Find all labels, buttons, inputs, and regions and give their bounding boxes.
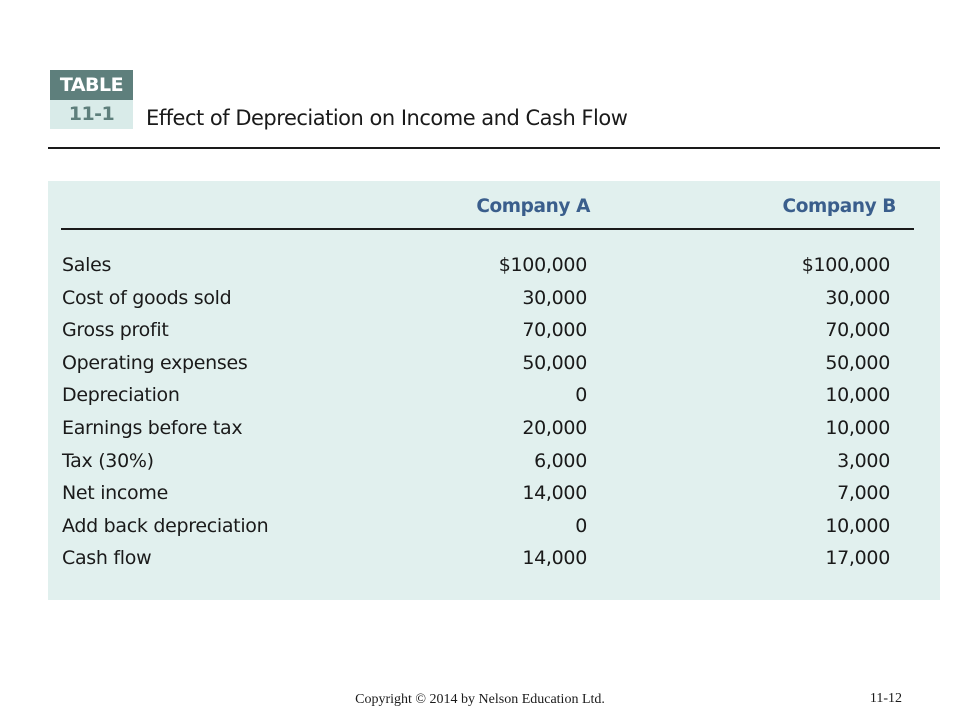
row-label: Gross profit — [62, 319, 169, 342]
company-b-value: 50,000 — [825, 351, 890, 374]
company-b-value: 30,000 — [825, 286, 890, 309]
header-divider — [61, 228, 914, 230]
table-row — [0, 480, 960, 513]
company-b-value: 10,000 — [825, 416, 890, 439]
row-label: Depreciation — [62, 384, 180, 407]
table-row — [0, 513, 960, 546]
table-row — [0, 415, 960, 448]
row-label: Tax (30%) — [62, 449, 154, 472]
company-a-value: 20,000 — [522, 416, 587, 439]
row-label: Earnings before tax — [62, 416, 243, 439]
row-label: Sales — [62, 254, 112, 276]
table-row — [0, 285, 960, 318]
table-badge-number: 11-1 — [50, 100, 133, 129]
row-label: Net income — [62, 482, 168, 505]
company-a-value: 6,000 — [534, 449, 587, 472]
company-b-value: 17,000 — [825, 547, 890, 570]
table-body — [0, 252, 960, 578]
company-b-value: 3,000 — [837, 449, 890, 472]
company-a-value: 70,000 — [522, 319, 587, 342]
table-row — [0, 350, 960, 383]
copyright-notice: Copyright © 2014 by Nelson Education Ltd. — [355, 692, 605, 707]
company-a-value: 0 — [575, 384, 587, 407]
company-a-value: 50,000 — [522, 351, 587, 374]
title-divider — [48, 147, 940, 149]
company-b-value: 10,000 — [825, 514, 890, 537]
company-a-value: $100,000 — [498, 254, 587, 276]
row-label: Operating expenses — [62, 351, 248, 374]
company-b-value: 7,000 — [837, 482, 890, 505]
table-row — [0, 448, 960, 481]
company-a-value: 0 — [575, 514, 587, 537]
company-b-value: 70,000 — [825, 319, 890, 342]
table-row — [0, 317, 960, 350]
row-label: Add back depreciation — [62, 514, 269, 537]
page-number: 11-12 — [869, 691, 902, 706]
table-row — [0, 252, 960, 285]
table-badge-label: TABLE — [50, 70, 133, 100]
company-b-value: $100,000 — [801, 254, 890, 276]
column-header-company-a: Company A — [476, 196, 590, 217]
row-label: Cash flow — [62, 547, 152, 570]
company-a-value: 30,000 — [522, 286, 587, 309]
table-row — [0, 382, 960, 415]
company-a-value: 14,000 — [522, 482, 587, 505]
column-header-company-b: Company B — [782, 196, 896, 217]
table-title: Effect of Depreciation on Income and Cash Flow — [146, 106, 628, 130]
company-a-value: 14,000 — [522, 547, 587, 570]
company-b-value: 10,000 — [825, 384, 890, 407]
table-row — [0, 545, 960, 578]
row-label: Cost of goods sold — [62, 286, 232, 309]
